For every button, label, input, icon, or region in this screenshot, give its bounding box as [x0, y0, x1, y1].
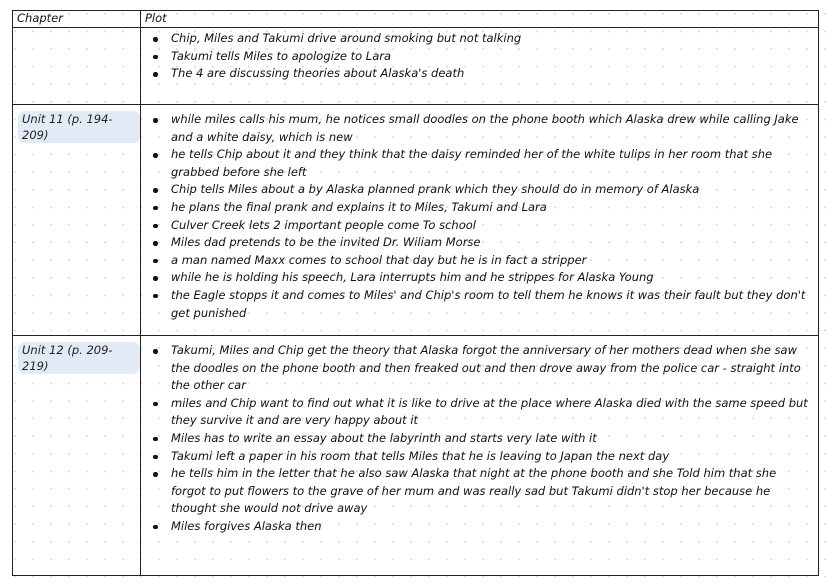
plot-header: Plot — [141, 11, 819, 28]
list-item: he plans the final prank and explains it to Miles, Takumi and Lara — [171, 199, 814, 217]
list-item: Chip, Miles and Takumi drive around smoking but not talking — [171, 30, 814, 48]
header-row — [13, 11, 819, 28]
chapter-label: Unit 11 (p. 194-209) — [18, 111, 140, 143]
chapter-cell — [13, 105, 141, 336]
plot-cell — [141, 336, 819, 576]
list-item: Takumi, Miles and Chip get the theory that Alaska forgot the anniversary of her mothers dead when she saw the doodles on the phone booth and then freaked out and then drove away from the police car - straight into the other car — [171, 342, 814, 395]
list-item: he tells him in the letter that he also saw Alaska that night at the phone booth and she Told him that she forgot to put flowers to the grave of her mum and was really sad but Takumi didn't stop her because he thought she would not drive away — [171, 465, 814, 518]
chapter-label: Unit 12 (p. 209-219) — [18, 342, 140, 374]
list-item: Takumi tells Miles to apologize to Lara — [171, 48, 814, 66]
list-item: the Eagle stopps it and comes to Miles' and Chip's room to tell them he knows it was their fault but they don't get punished — [171, 287, 814, 322]
list-item: Miles has to write an essay about the labyrinth and starts very late with it — [171, 430, 814, 448]
plot-cell — [141, 105, 819, 336]
list-item: Takumi left a paper in his room that tells Miles that he is leaving to Japan the next day — [171, 448, 814, 466]
list-item: a man named Maxx comes to school that day but he is in fact a stripper — [171, 252, 814, 270]
list-item: Chip tells Miles about a by Alaska planned prank which they should do in memory of Alaska — [171, 181, 814, 199]
bullet-list — [141, 30, 814, 83]
chapter-cell — [13, 28, 141, 105]
list-item: miles and Chip want to find out what it is like to drive at the place where Alaska died with the same speed but they survive it and are very happy about it — [171, 395, 814, 430]
table-row — [13, 28, 819, 105]
list-item: Miles forgives Alaska then — [171, 518, 814, 536]
list-item: while miles calls his mum, he notices small doodles on the phone booth which Alaska drew while calling Jake and a white daisy, which is new — [171, 111, 814, 146]
list-item: while he is holding his speech, Lara interrupts him and he strippes for Alaska Young — [171, 269, 814, 287]
plot-cell — [141, 28, 819, 105]
list-item: he tells Chip about it and they think that the daisy reminded her of the white tulips in her room that she grabbed before she left — [171, 146, 814, 181]
list-item: The 4 are discussing theories about Alaska's death — [171, 65, 814, 83]
chapter-cell — [13, 336, 141, 576]
table-row — [13, 105, 819, 336]
bullet-list — [141, 111, 814, 322]
list-item: Culver Creek lets 2 important people come To school — [171, 217, 814, 235]
notes-table — [12, 10, 819, 576]
list-item: Miles dad pretends to be the invited Dr. Wiliam Morse — [171, 234, 814, 252]
table-row — [13, 336, 819, 576]
bullet-list — [141, 342, 814, 536]
chapter-header: Chapter — [13, 11, 141, 28]
